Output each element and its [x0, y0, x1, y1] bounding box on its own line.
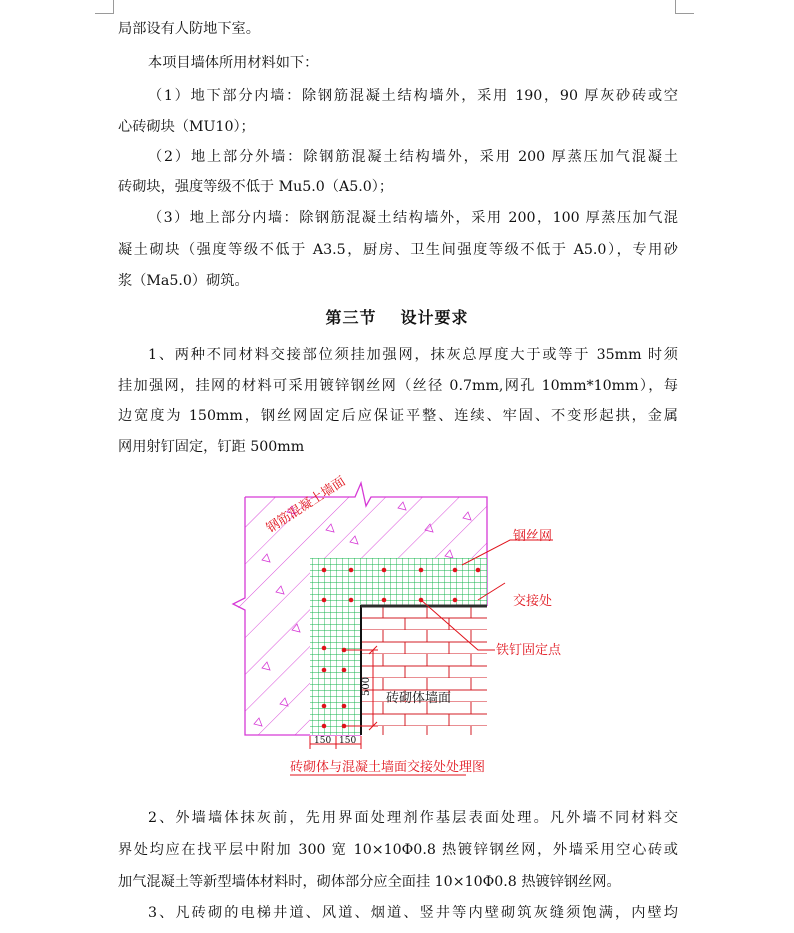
paragraph-line: （2）地上部分外墙：除钢筋混凝土结构墙外，采用 200 厚蒸压加气混凝土: [148, 149, 678, 165]
paragraph-line: 3、凡砖砌的电梯井道、风道、烟道、竖井等内壁砌筑灰缝须饱满，内壁均: [148, 905, 678, 921]
section-title: 设计要求: [400, 308, 469, 327]
paragraph-line: （3）地上部分内墙：除钢筋混凝土结构墙外，采用 200，100 厚蒸压加气混: [148, 210, 678, 226]
paragraph-line: （1）地下部分内墙：除钢筋混凝土结构墙外，采用 190，90 厚灰砂砖或空: [148, 88, 678, 104]
paragraph-line: 砖砌块，强度等级不低于 Mu5.0（A5.0）；: [118, 179, 394, 195]
dimension-500: 500: [361, 676, 372, 696]
paragraph-line: 局部设有人防地下室。: [118, 21, 260, 37]
section-number: 第三节: [325, 308, 377, 327]
paragraph-line: 挂加强网，挂网的材料可采用镀锌钢丝网（丝径 0.7mm,网孔 10mm*10mm），每: [118, 378, 678, 394]
paragraph-line: 边宽度为 150mm，钢丝网固定后应保证平整、连续、牢固、不变形起拱，金属: [118, 408, 678, 424]
paragraph-line: 2、外墙墙体抹灰前，先用界面处理剂作基层表面处理。凡外墙不同材料交: [148, 810, 678, 826]
dimension-150-left: 150: [314, 736, 332, 746]
joint-label: 交接处: [513, 594, 553, 609]
paragraph-line: 本项目墙体所用材料如下：: [148, 55, 319, 71]
paragraph-line: 网用射钉固定，钉距 500mm: [118, 439, 305, 455]
brick-wall-label: 砖砌体墙面: [386, 691, 452, 706]
paragraph-line: 凝土砌块（强度等级不低于 A3.5，厨房、卫生间强度等级不低于 A5.0），专用砂: [118, 242, 678, 258]
nail-point-label: 铁钉固定点: [496, 643, 562, 658]
concrete-wall-label: 钢筋混凝土墙面: [264, 474, 349, 537]
mesh-label: 钢丝网: [513, 529, 553, 544]
paragraph-line: 浆（Ma5.0）砌筑。: [118, 273, 249, 289]
paragraph-line: 1、两种不同材料交接部位须挂加强网，抹灰总厚度大于或等于 35mm 时须: [148, 347, 678, 363]
figure-caption: 砖砌体与混凝土墙面交接处处理图: [290, 760, 486, 775]
brick-wall: [361, 606, 487, 735]
paragraph-line: 心砖砌块（MU10）；: [118, 119, 255, 135]
dimension-150-right: 150: [339, 736, 357, 746]
paragraph-line: 加气混凝土等新型墙体材料时，砌体部分应全面挂 10×10Φ0.8 热镀锌钢丝网。: [118, 874, 621, 890]
paragraph-line: 界处均应在找平层中附加 300 宽 10×10Φ0.8 热镀锌钢丝网，外墙采用空心砖或: [118, 842, 678, 858]
